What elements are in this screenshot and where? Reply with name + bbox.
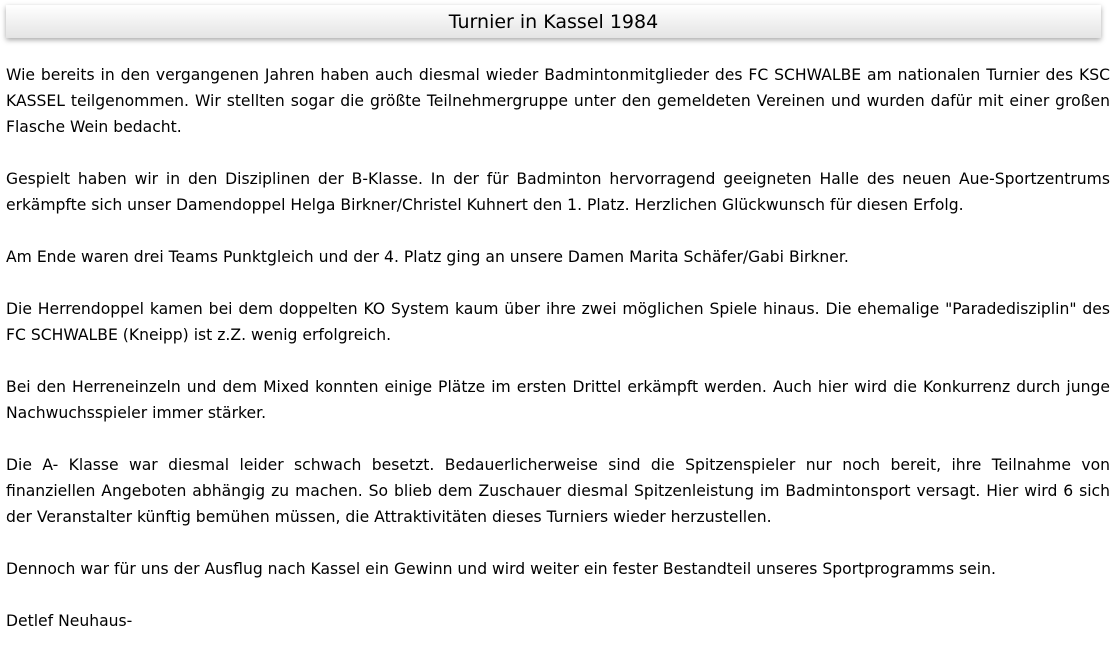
paragraph-conclusion: Dennoch war für uns der Ausflug nach Kassel ein Gewinn und wird weiter ein fester Bestandteil unseres Sportprogramms sein. (6, 560, 996, 578)
page-title: Turnier in Kassel 1984 (448, 10, 659, 33)
paragraph-herreneinzel: Bei den Herreneinzeln und dem Mixed konnten einige Plätze im ersten Drittel erkämpft werden. Auch hier wird die Konkurrenz durch junge Nachwuchsspieler immer stärker. (6, 378, 1110, 422)
paragraph-herrendoppel: Die Herrendoppel kamen bei dem doppelten KO System kaum über ihre zwei möglichen Spiele hinaus. Die ehemalige "Paradedisziplin" des FC SCHWALBE (Kneipp) ist z.Z. wenig erfolgreich. (6, 300, 1110, 344)
paragraph-a-klasse: Die A- Klasse war diesmal leider schwach besetzt. Bedauerlicherweise sind die Spitzenspieler nur noch bereit, ihre Teilnahme von finanziellen Angeboten abhängig zu machen. So blieb dem Zuschauer diesmal Spitzenleistung im Badmintonsport versagt. Hier wird 6 sich der Veranstalter künftig bemühen müssen, die Attraktivitäten dieses Turniers wieder herzustellen. (6, 456, 1110, 526)
article-body (6, 62, 1110, 634)
signature: Detlef Neuhaus- (6, 612, 133, 630)
paragraph-intro: Wie bereits in den vergangenen Jahren haben auch diesmal wieder Badmintonmitglieder des FC SCHWALBE am nationalen Turnier des KSC KASSEL teilgenommen. Wir stellten sogar die größte Teilnehmergruppe unter den gemeldeten Vereinen und wurden dafür mit einer großen Flasche Wein bedacht. (6, 66, 1110, 136)
paragraph-punktgleich: Am Ende waren drei Teams Punktgleich und der 4. Platz ging an unsere Damen Marita Schäfer/Gabi Birkner. (6, 248, 849, 266)
title-bar (6, 5, 1101, 38)
paragraph-b-klasse: Gespielt haben wir in den Disziplinen der B-Klasse. In der für Badminton hervorragend geeigneten Halle des neuen Aue-Sportzentrums erkämpfte sich unser Damendoppel Helga Birkner/Christel Kuhnert den 1. Platz. Herzlichen Glückwunsch für diesen Erfolg. (6, 170, 1110, 214)
